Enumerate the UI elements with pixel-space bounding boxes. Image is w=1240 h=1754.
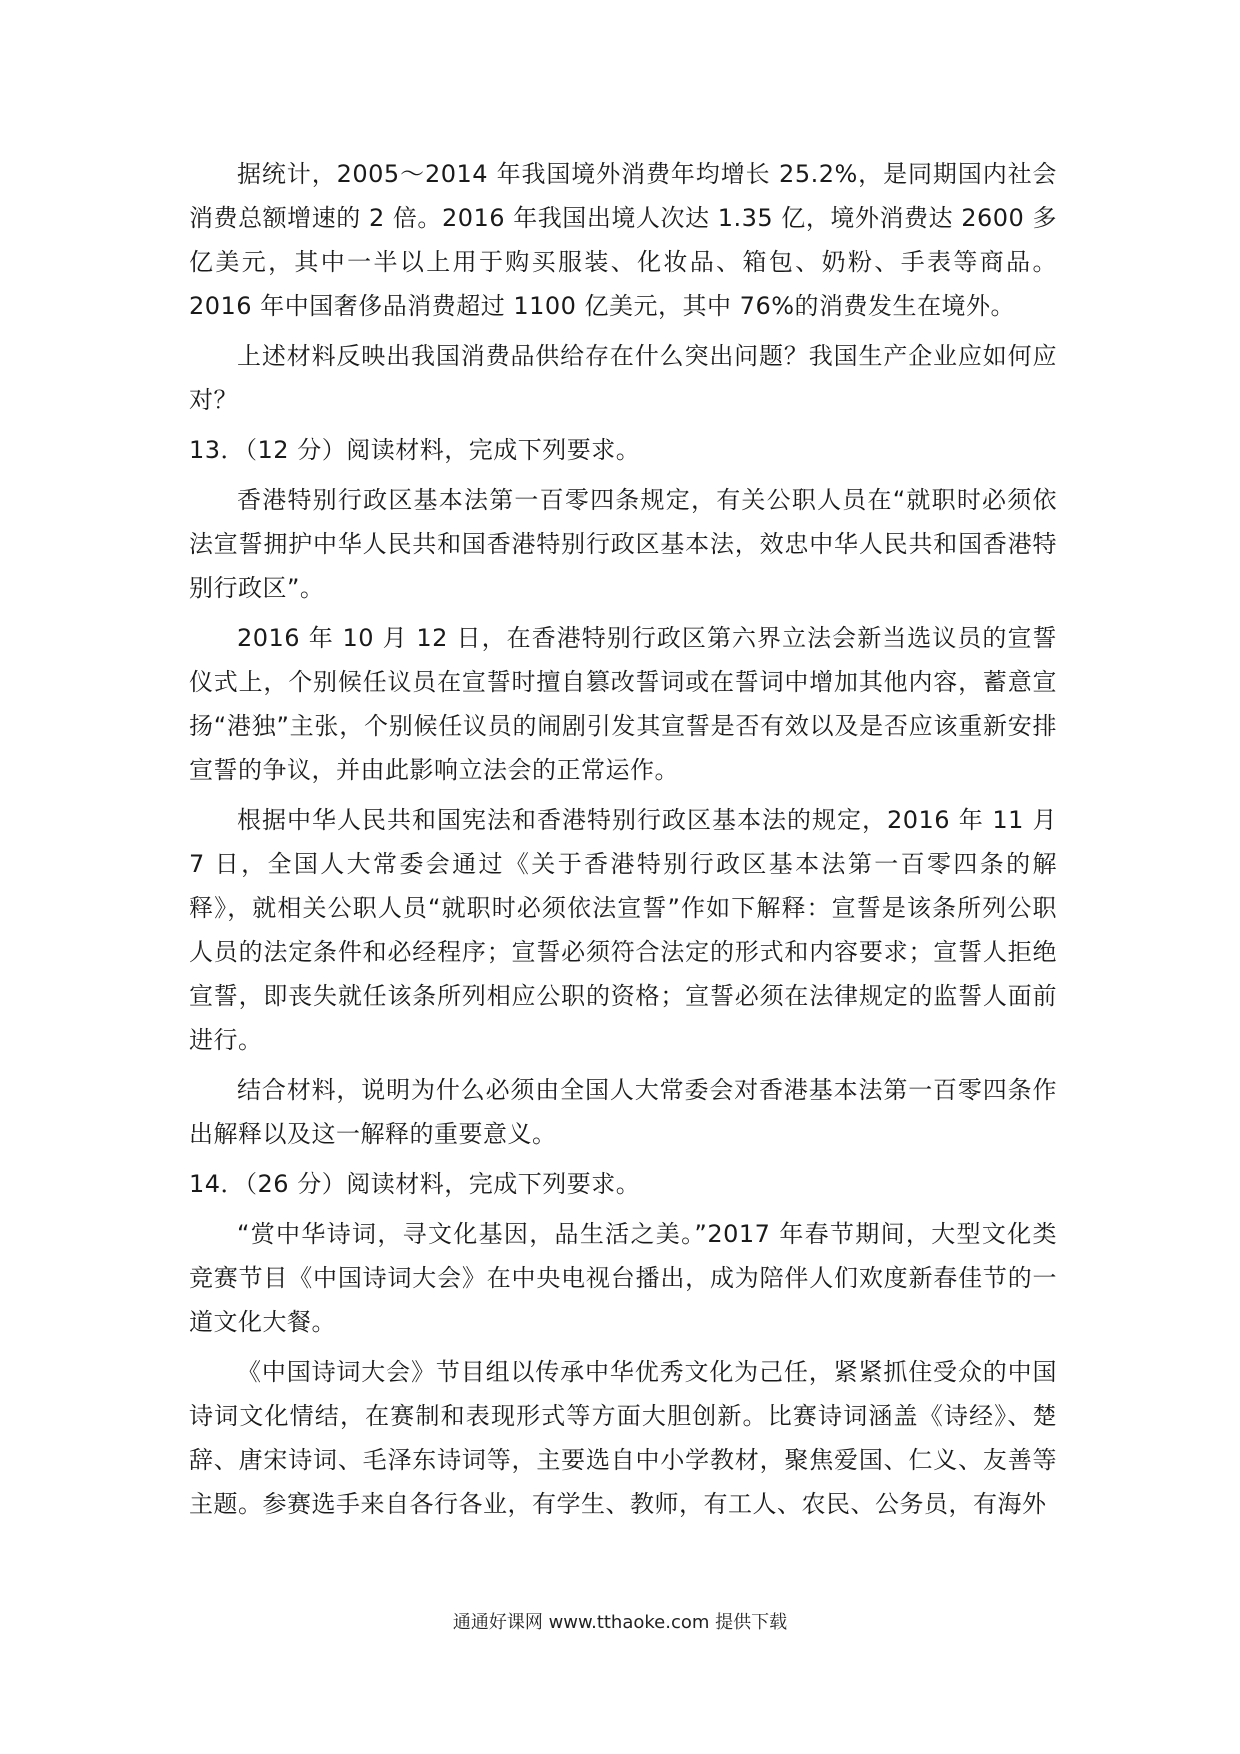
paragraph-oath-incident: 2016 年 10 月 12 日，在香港特别行政区第六界立法会新当选议员的宣誓仪式上，个别候任议员在宣誓时擅自篡改誓词或在誓词中增加其他内容，蓄意宣扬“港独”主张，个别候任议员的闹剧引发其宣誓是否有效以及是否应该重新安排宣誓的争议，并由此影响立法会的正常运作。 <box>189 624 1057 784</box>
paragraph-npc-interpretation: 根据中华人民共和国宪法和香港特别行政区基本法的规定，2016 年 11 月 7 日，全国人大常委会通过《关于香港特别行政区基本法第一百零四条的解释》，就相关公职人员“就职时必须依法宣誓”作如下解释：宣誓是该条所列公职人员的法定条件和必经程序；宣誓必须符合法定的形式和内容要求；宣誓人拒绝宣誓，即丧失就任该条所列相应公职的资格；宣誓必须在法律规定的监誓人面前进行。 <box>189 806 1057 1054</box>
paragraph-question-12: 上述材料反映出我国消费品供给存在什么突出问题？我国生产企业应如何应对？ <box>189 342 1057 414</box>
paragraph-poetry-conference-intro: “赏中华诗词，寻文化基因，品生活之美。”2017 年春节期间，大型文化类竞赛节目《中国诗词大会》在中央电视台播出，成为陪伴人们欢度新春佳节的一道文化大餐。 <box>189 1220 1057 1336</box>
question-13-heading: 13．（12 分）阅读材料，完成下列要求。 <box>189 436 641 464</box>
paragraph-poetry-conference-details: 《中国诗词大会》节目组以传承中华优秀文化为己任，紧紧抓住受众的中国诗词文化情结，在赛制和表现形式等方面大胆创新。比赛诗词涵盖《诗经》、楚辞、唐宋诗词、毛泽东诗词等，主要选自中小学教材，聚焦爱国、仁义、友善等主题。参赛选手来自各行各业，有学生、教师，有工人、农民、公务员，有海外 <box>189 1358 1057 1518</box>
page-footer: 通通好课网 www.tthaoke.com 提供下载 <box>452 1612 788 1633</box>
page-content <box>189 152 1057 1532</box>
paragraph-question-13: 结合材料，说明为什么必须由全国人大常委会对香港基本法第一百零四条作出解释以及这一解释的重要意义。 <box>189 1076 1057 1148</box>
question-14-heading: 14．（26 分）阅读材料，完成下列要求。 <box>189 1170 641 1198</box>
paragraph-consumption-statistics: 据统计，2005～2014 年我国境外消费年均增长 25.2%，是同期国内社会消费总额增速的 2 倍。2016 年我国出境人次达 1.35 亿，境外消费达 2600 多亿美元，其中一半以上用于购买服装、化妆品、箱包、奶粉、手表等商品。2016 年中国奢侈品消费超过 1100 亿美元，其中 76%的消费发生在境外。 <box>189 160 1057 320</box>
paragraph-basic-law-article-104: 香港特别行政区基本法第一百零四条规定，有关公职人员在“就职时必须依法宣誓拥护中华人民共和国香港特别行政区基本法，效忠中华人民共和国香港特别行政区”。 <box>189 486 1057 602</box>
